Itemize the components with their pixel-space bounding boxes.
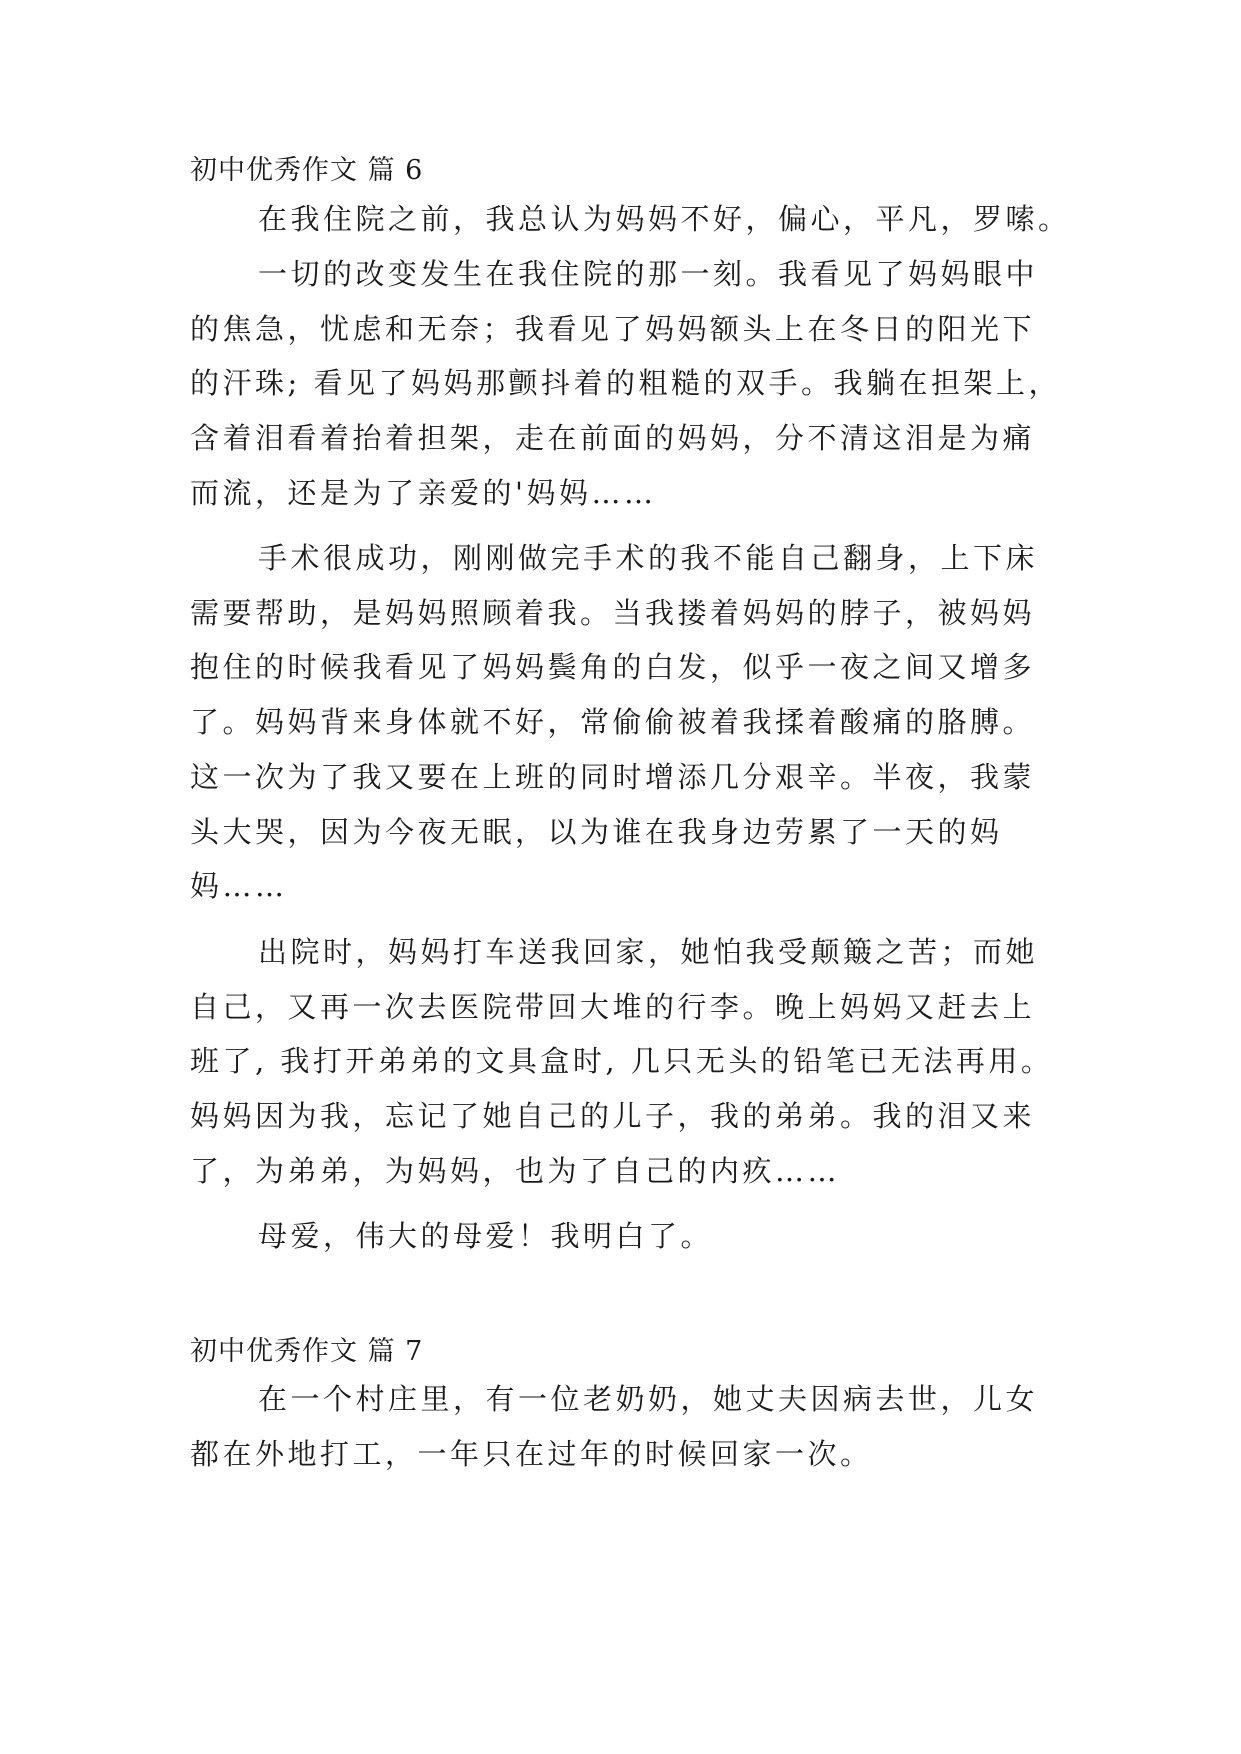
paragraph-line: 而流，还是为了亲爱的'妈妈…… — [190, 476, 657, 510]
paragraph-line: 这一次为了我又要在上班的同时增添几分艰辛。半夜，我蒙 — [190, 760, 1036, 794]
paragraph-line: 的焦急，忧虑和无奈；我看见了妈妈额头上在冬日的阳光下 — [190, 312, 1036, 346]
paragraph-line: 抱住的时候我看见了妈妈鬓角的白发，似乎一夜之间又增多 — [190, 650, 1036, 684]
paragraph-line: 班了, 我打开弟弟的文具盒时, 几只无头的铅笔已无法再用。 — [190, 1044, 1054, 1078]
paragraph-line: 的汗珠; 看见了妈妈那颤抖着的粗糙的双手。我躺在担架上， — [190, 366, 1061, 400]
section-title-7: 初中优秀作文 篇 7 — [190, 1336, 424, 1367]
paragraph-line: 需要帮助，是妈妈照顾着我。当我搂着妈妈的脖子，被妈妈 — [190, 596, 1036, 630]
paragraph-line: 含着泪看着抬着担架，走在前面的妈妈，分不清这泪是为痛 — [190, 421, 1036, 455]
paragraph-line: 妈…… — [190, 869, 288, 903]
section-title-6: 初中优秀作文 篇 6 — [190, 155, 424, 186]
paragraph-line: 母爱，伟大的母爱！我明白了。 — [258, 1219, 714, 1253]
paragraph-line: 在一个村庄里，有一位老奶奶，她丈夫因病去世，儿女 — [258, 1382, 1039, 1416]
paragraph-line: 妈妈因为我，忘记了她自己的儿子，我的弟弟。我的泪又来 — [190, 1099, 1036, 1133]
paragraph-line: 自己，又再一次去医院带回大堆的行李。晚上妈妈又赶去上 — [190, 990, 1036, 1024]
paragraph-line: 在我住院之前，我总认为妈妈不好，偏心，平凡，罗嗦。 — [258, 202, 1071, 236]
paragraph-line: 一切的改变发生在我住院的那一刻。我看见了妈妈眼中 — [258, 257, 1039, 291]
paragraph-line: 出院时，妈妈打车送我回家，她怕我受颠簸之苦；而她 — [258, 935, 1039, 969]
paragraph-line: 了。妈妈背来身体就不好，常偷偷被着我揉着酸痛的胳膊。 — [190, 705, 1036, 739]
paragraph-line: 都在外地打工，一年只在过年的时候回家一次。 — [190, 1437, 873, 1471]
paragraph-line: 手术很成功，刚刚做完手术的我不能自己翻身，上下床 — [258, 541, 1039, 575]
paragraph-line: 头大哭，因为今夜无眠，以为谁在我身边劳累了一天的妈 — [190, 815, 1003, 849]
paragraph-line: 了，为弟弟，为妈妈，也为了自己的内疚…… — [190, 1154, 841, 1188]
